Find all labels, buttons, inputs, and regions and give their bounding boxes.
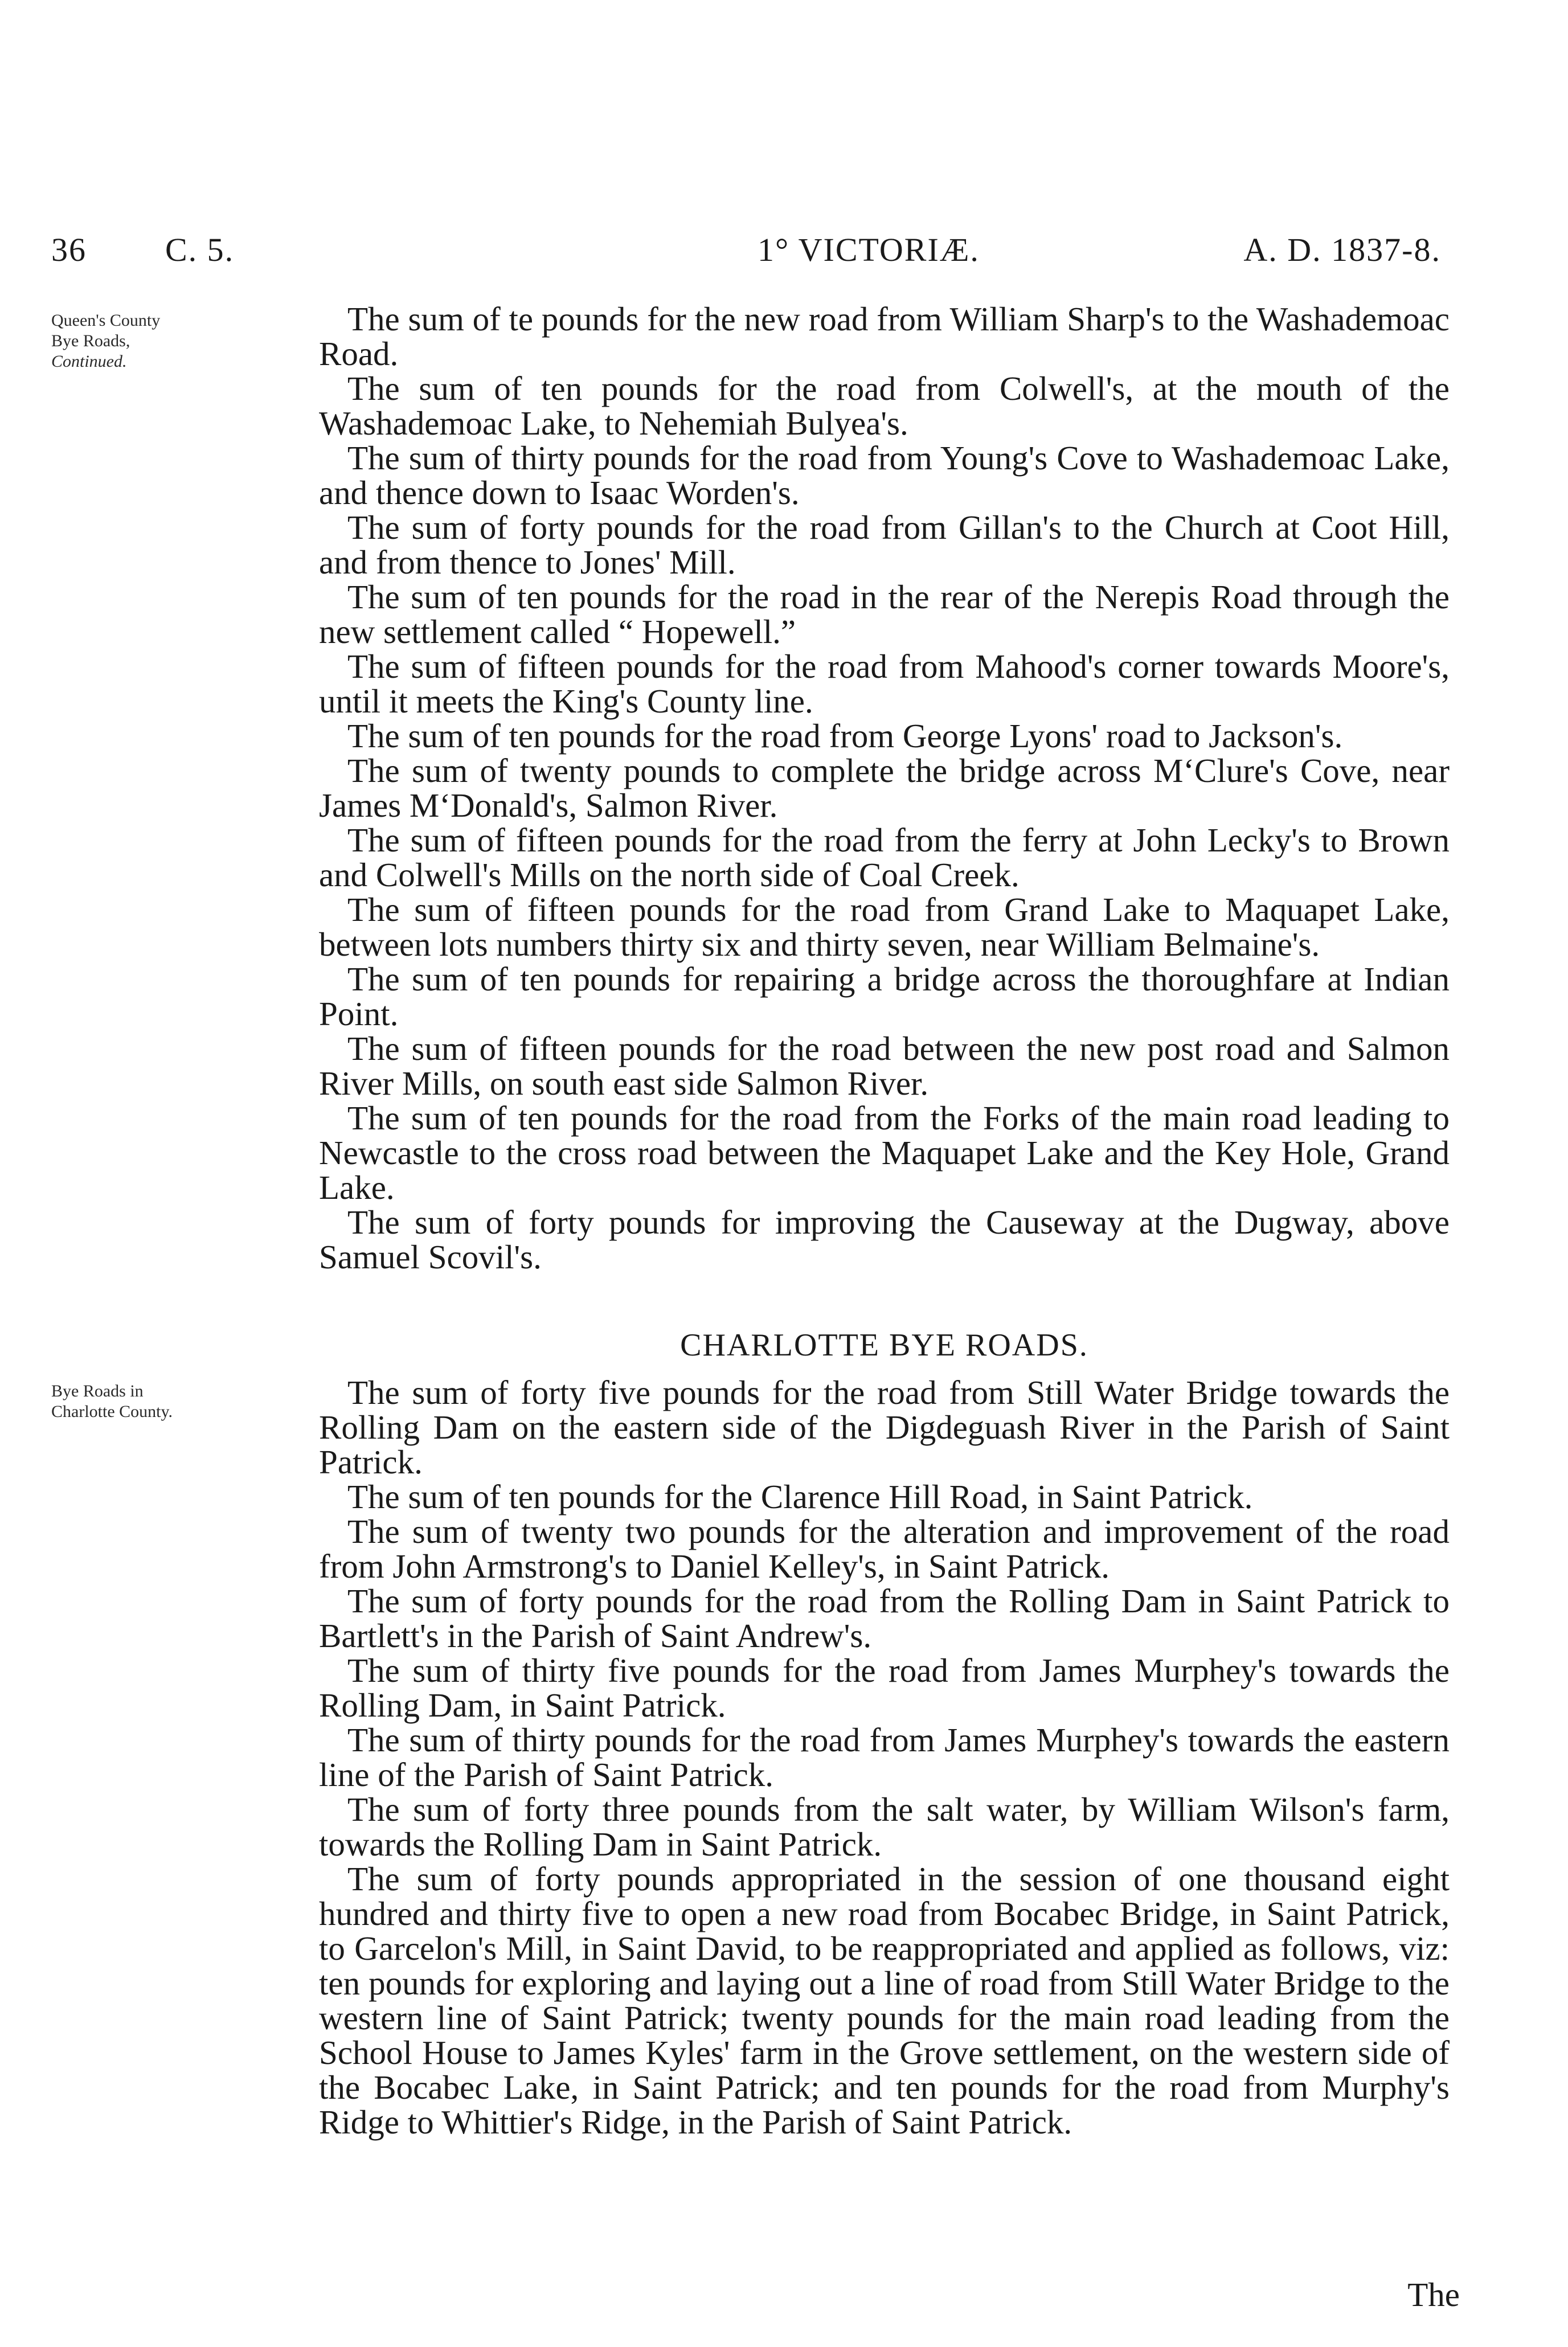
appropriation-paragraph: The sum of forty three pounds from the salt water, by William Wilson's farm, towards the Rolling Dam in Saint Patrick. bbox=[319, 1791, 1450, 1863]
margin-note-queens-county bbox=[51, 310, 290, 372]
catchword: The bbox=[1407, 2276, 1460, 2313]
margin-note-charlotte-county bbox=[51, 1381, 290, 1422]
section-heading-charlotte: CHARLOTTE BYE ROADS. bbox=[680, 1328, 1088, 1363]
appropriation-paragraph: The sum of fifteen pounds for the road from the ferry at John Lecky's to Brown and Colwell's Mills on the north side of Coal Creek. bbox=[319, 821, 1450, 894]
appropriation-paragraph: The sum of fifteen pounds for the road from Grand Lake to Maquapet Lake, between lots numbers thirty six and thirty seven, near William Belmaine's. bbox=[319, 891, 1450, 963]
chapter-number: C. 5. bbox=[165, 231, 235, 268]
appropriation-paragraph: The sum of thirty pounds for the road from James Murphey's towards the eastern line of the Parish of Saint Patrick. bbox=[319, 1721, 1450, 1793]
appropriation-paragraph: The sum of forty pounds for improving the Causeway at the Dugway, above Samuel Scovil's. bbox=[319, 1203, 1450, 1276]
appropriation-paragraph: The sum of ten pounds for repairing a bridge across the thoroughfare at Indian Point. bbox=[319, 960, 1450, 1033]
appropriation-paragraph: The sum of ten pounds for the road from Colwell's, at the mouth of the Washademoac Lake, to Nehemiah Bulyea's. bbox=[319, 370, 1450, 442]
margin-note-line: Charlotte County. bbox=[51, 1402, 173, 1421]
margin-note-line: Bye Roads in bbox=[51, 1382, 144, 1400]
appropriation-paragraph: The sum of ten pounds for the Clarence Hill Road, in Saint Patrick. bbox=[347, 1478, 1253, 1515]
appropriation-paragraph: The sum of fifteen pounds for the road from Mahood's corner towards Moore's, until it meets the King's County line. bbox=[319, 648, 1450, 720]
queens-county-bye-roads bbox=[319, 302, 1450, 1275]
margin-note-line: Continued. bbox=[51, 352, 127, 371]
regnal-year: 1° VICTORIÆ. bbox=[758, 231, 980, 268]
appropriation-paragraph: The sum of forty pounds for the road from the Rolling Dam in Saint Patrick to Bartlett's in the Parish of Saint Andrew's. bbox=[319, 1582, 1450, 1654]
running-header bbox=[51, 231, 1441, 276]
calendar-year: A. D. 1837-8. bbox=[1243, 231, 1441, 268]
charlotte-county-bye-roads bbox=[319, 1375, 1450, 2140]
appropriation-paragraph: The sum of forty pounds appropriated in the session of one thousand eight hundred and thirty five to open a new road from Bocabec Bridge, in Saint Patrick, to Garcelon's Mill, in Saint David, to be reappropriated and applied as follows, viz: ten pounds for exploring and laying out a line of road from Still Water Bridge to the western line of Saint Patrick; twenty pounds for the main road leading from the School House to James Kyles' farm in the Grove settlement, on the western side of the Bocabec Lake, in Saint Patrick; and ten pounds for the road from Murphy's Ridge to Whittier's Ridge, in the Parish of Saint Patrick. bbox=[319, 1860, 1450, 2141]
appropriation-paragraph: The sum of te pounds for the new road from William Sharp's to the Washademoac Road. bbox=[319, 300, 1450, 372]
margin-note-line: Bye Roads, bbox=[51, 331, 130, 350]
appropriation-paragraph: The sum of ten pounds for the road from George Lyons' road to Jackson's. bbox=[347, 717, 1343, 755]
appropriation-paragraph: The sum of thirty pounds for the road from Young's Cove to Washademoac Lake, and thence down to Isaac Worden's. bbox=[319, 439, 1450, 511]
appropriation-paragraph: The sum of fifteen pounds for the road between the new post road and Salmon River Mills, on south east side Salmon River. bbox=[319, 1030, 1450, 1102]
appropriation-paragraph: The sum of forty pounds for the road from Gillan's to the Church at Coot Hill, and from thence to Jones' Mill. bbox=[319, 509, 1450, 581]
appropriation-paragraph: The sum of ten pounds for the road in the rear of the Nerepis Road through the new settlement called “ Hopewell.” bbox=[319, 578, 1450, 650]
appropriation-paragraph: The sum of forty five pounds for the road from Still Water Bridge towards the Rolling Dam on the eastern side of the Digdeguash River in the Parish of Saint Patrick. bbox=[319, 1374, 1450, 1481]
appropriation-paragraph: The sum of ten pounds for the road from the Forks of the main road leading to Newcastle to the cross road between the Maquapet Lake and the Key Hole, Grand Lake. bbox=[319, 1099, 1450, 1206]
appropriation-paragraph: The sum of twenty pounds to complete the bridge across M‘Clure's Cove, near James M‘Donald's, Salmon River. bbox=[319, 752, 1450, 824]
appropriation-paragraph: The sum of twenty two pounds for the alteration and improvement of the road from John Armstrong's to Daniel Kelley's, in Saint Patrick. bbox=[319, 1513, 1450, 1585]
page-number: 36 bbox=[51, 231, 87, 268]
margin-note-line: Queen's County bbox=[51, 311, 161, 330]
appropriation-paragraph: The sum of thirty five pounds for the road from James Murphey's towards the Rolling Dam, in Saint Patrick. bbox=[319, 1652, 1450, 1724]
